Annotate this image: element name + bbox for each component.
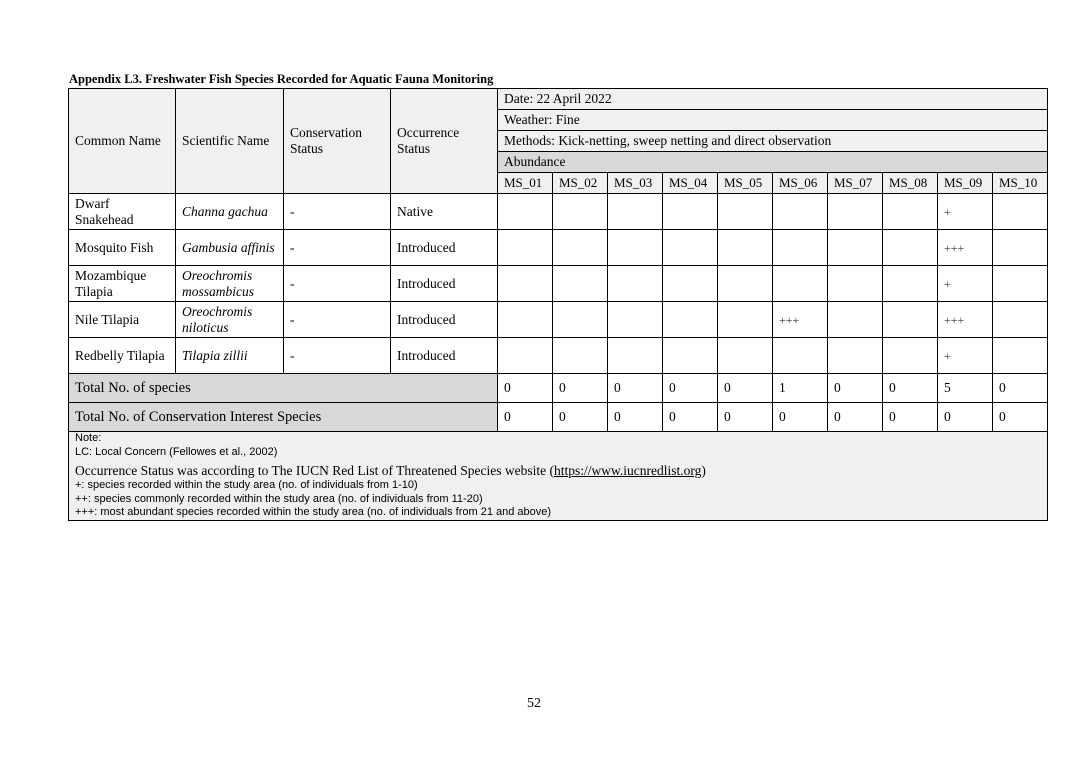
station-header: MS_08 xyxy=(883,173,938,194)
total-value-cell: 0 xyxy=(498,374,553,403)
header-weather: Weather: Fine xyxy=(498,110,1048,131)
abundance-cell xyxy=(498,266,553,302)
abundance-cell xyxy=(718,338,773,374)
abundance-cell xyxy=(828,230,883,266)
total-value-cell: 0 xyxy=(498,403,553,432)
page-number: 52 xyxy=(527,696,541,711)
abundance-cell xyxy=(608,266,663,302)
abundance-cell xyxy=(773,194,828,230)
header-methods: Methods: Kick-netting, sweep netting and direct observation xyxy=(498,131,1048,152)
abundance-cell: + xyxy=(938,194,993,230)
note-occurrence-text: Occurrence Status was according to The IUCN Red List of Threatened Species website ( xyxy=(75,463,554,478)
total-value-cell: 0 xyxy=(608,374,663,403)
station-header: MS_10 xyxy=(993,173,1048,194)
header-scientific-name: Scientific Name xyxy=(176,89,284,194)
common-name-cell: Mosquito Fish xyxy=(69,230,176,266)
total-value-cell: 0 xyxy=(663,403,718,432)
conservation-status-cell: - xyxy=(284,194,391,230)
note-title: Note: xyxy=(75,432,102,444)
abundance-cell xyxy=(663,266,718,302)
abundance-cell xyxy=(608,230,663,266)
header-common-name: Common Name xyxy=(69,89,176,194)
abundance-cell xyxy=(553,230,608,266)
abundance-cell xyxy=(883,266,938,302)
occurrence-status-cell: Introduced xyxy=(391,338,498,374)
abundance-cell xyxy=(828,302,883,338)
totals-label: Total No. of Conservation Interest Species xyxy=(69,403,498,432)
totals-row xyxy=(69,403,1048,432)
abundance-cell xyxy=(608,194,663,230)
total-value-cell: 0 xyxy=(553,403,608,432)
abundance-cell xyxy=(718,266,773,302)
total-value-cell: 0 xyxy=(883,403,938,432)
species-row xyxy=(69,230,1048,266)
conservation-status-cell: - xyxy=(284,302,391,338)
abundance-cell xyxy=(828,266,883,302)
abundance-cell: +++ xyxy=(938,230,993,266)
total-value-cell: 0 xyxy=(553,374,608,403)
total-value-cell: 1 xyxy=(773,374,828,403)
total-value-cell: 0 xyxy=(718,403,773,432)
table-caption: Appendix L3. Freshwater Fish Species Recorded for Aquatic Fauna Monitoring xyxy=(69,72,494,86)
abundance-cell xyxy=(663,302,718,338)
totals-label: Total No. of species xyxy=(69,374,498,403)
station-header: MS_05 xyxy=(718,173,773,194)
total-value-cell: 0 xyxy=(718,374,773,403)
abundance-cell xyxy=(993,302,1048,338)
total-value-cell: 5 xyxy=(938,374,993,403)
notes-cell xyxy=(69,432,1048,521)
abundance-cell xyxy=(498,338,553,374)
iucn-link[interactable]: https://www.iucnredlist.org xyxy=(553,463,702,478)
total-value-cell: 0 xyxy=(938,403,993,432)
station-header: MS_09 xyxy=(938,173,993,194)
scientific-name-cell: Channa gachua xyxy=(176,194,284,230)
header-abundance: Abundance xyxy=(498,152,1048,173)
scientific-name-cell: Oreochromis niloticus xyxy=(176,302,284,338)
abundance-cell xyxy=(993,338,1048,374)
header-occurrence-status: Occurrence Status xyxy=(391,89,498,194)
total-value-cell: 0 xyxy=(773,403,828,432)
totals-row xyxy=(69,374,1048,403)
abundance-cell xyxy=(663,194,718,230)
conservation-status-cell: - xyxy=(284,266,391,302)
note-occurrence xyxy=(75,462,1041,479)
abundance-cell xyxy=(553,338,608,374)
note-lc: LC: Local Concern (Fellowes et al., 2002) xyxy=(75,445,278,458)
abundance-cell xyxy=(993,194,1048,230)
abundance-cell xyxy=(498,302,553,338)
species-row xyxy=(69,302,1048,338)
abundance-cell xyxy=(883,338,938,374)
common-name-cell: Redbelly Tilapia xyxy=(69,338,176,374)
fish-species-table xyxy=(68,88,1048,521)
scientific-name-cell: Oreochromis mossambicus xyxy=(176,266,284,302)
abundance-cell xyxy=(498,230,553,266)
abundance-cell xyxy=(883,194,938,230)
abundance-cell: +++ xyxy=(938,302,993,338)
abundance-cell xyxy=(663,230,718,266)
station-header: MS_01 xyxy=(498,173,553,194)
abundance-cell xyxy=(718,302,773,338)
abundance-cell xyxy=(498,194,553,230)
abundance-cell xyxy=(883,230,938,266)
abundance-cell xyxy=(553,266,608,302)
occurrence-status-cell: Native xyxy=(391,194,498,230)
species-row xyxy=(69,194,1048,230)
station-header: MS_03 xyxy=(608,173,663,194)
station-header: MS_07 xyxy=(828,173,883,194)
station-header: MS_02 xyxy=(553,173,608,194)
header-conservation-status: Conservation Status xyxy=(284,89,391,194)
occurrence-status-cell: Introduced xyxy=(391,302,498,338)
abundance-cell xyxy=(773,338,828,374)
occurrence-status-cell: Introduced xyxy=(391,230,498,266)
abundance-cell: + xyxy=(938,266,993,302)
note-legend-line: ++: species commonly recorded within the study area (no. of individuals from 11-20) xyxy=(75,492,483,505)
total-value-cell: 0 xyxy=(828,403,883,432)
common-name-cell: Dwarf Snakehead xyxy=(69,194,176,230)
species-row xyxy=(69,338,1048,374)
abundance-cell xyxy=(993,230,1048,266)
abundance-cell: + xyxy=(938,338,993,374)
abundance-cell xyxy=(773,230,828,266)
total-value-cell: 0 xyxy=(883,374,938,403)
station-header: MS_04 xyxy=(663,173,718,194)
abundance-cell xyxy=(663,338,718,374)
notes-row xyxy=(69,432,1048,521)
common-name-cell: Nile Tilapia xyxy=(69,302,176,338)
total-value-cell: 0 xyxy=(663,374,718,403)
abundance-cell xyxy=(828,194,883,230)
abundance-cell xyxy=(773,266,828,302)
header-date: Date: 22 April 2022 xyxy=(498,89,1048,110)
abundance-cell xyxy=(883,302,938,338)
abundance-cell xyxy=(553,302,608,338)
note-occurrence-suffix: ) xyxy=(701,463,706,478)
abundance-cell xyxy=(553,194,608,230)
station-header: MS_06 xyxy=(773,173,828,194)
common-name-cell: Mozambique Tilapia xyxy=(69,266,176,302)
total-value-cell: 0 xyxy=(993,374,1048,403)
occurrence-status-cell: Introduced xyxy=(391,266,498,302)
total-value-cell: 0 xyxy=(608,403,663,432)
scientific-name-cell: Tilapia zillii xyxy=(176,338,284,374)
abundance-cell xyxy=(718,230,773,266)
total-value-cell: 0 xyxy=(828,374,883,403)
abundance-cell xyxy=(718,194,773,230)
note-legend-line: +++: most abundant species recorded within the study area (no. of individuals from 21 and above) xyxy=(75,506,552,518)
scientific-name-cell: Gambusia affinis xyxy=(176,230,284,266)
abundance-cell xyxy=(608,338,663,374)
species-row xyxy=(69,266,1048,302)
abundance-cell xyxy=(608,302,663,338)
abundance-cell xyxy=(828,338,883,374)
abundance-cell xyxy=(993,266,1048,302)
conservation-status-cell: - xyxy=(284,338,391,374)
abundance-cell: +++ xyxy=(773,302,828,338)
total-value-cell: 0 xyxy=(993,403,1048,432)
conservation-status-cell: - xyxy=(284,230,391,266)
note-legend-line: +: species recorded within the study area (no. of individuals from 1-10) xyxy=(75,479,418,491)
